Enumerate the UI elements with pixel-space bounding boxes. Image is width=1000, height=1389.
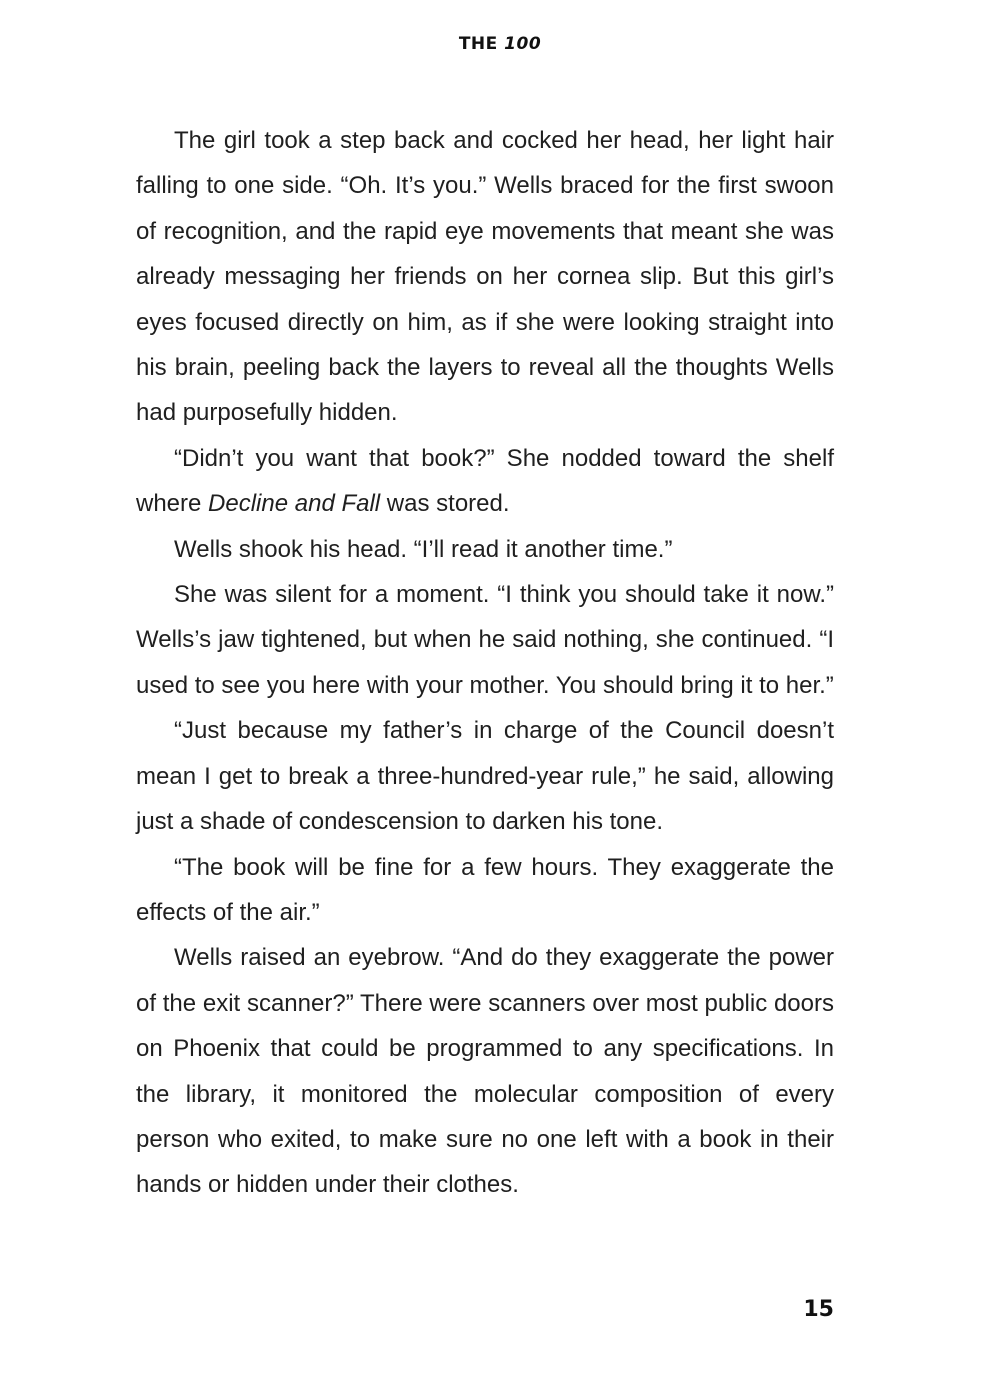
body-text bbox=[136, 118, 834, 1208]
paragraph-2-before: “Didn’t you want that book?” She nodded toward the shelf where bbox=[136, 444, 834, 518]
paragraph-3: Wells shook his head. “I’ll read it another time.” bbox=[174, 535, 673, 563]
running-head-number: 100 bbox=[504, 34, 542, 54]
book-title-italic: Decline and Fall bbox=[208, 490, 381, 518]
page-number: 15 bbox=[803, 1297, 834, 1322]
paragraph-4: She was silent for a moment. “I think you should take it now.” Wells’s jaw tightened, but when he said nothing, she continued. “I used to see you here with your mother. You should bring it to her.” bbox=[136, 581, 834, 699]
paragraph-2-after: was stored. bbox=[380, 490, 510, 518]
running-head-title: THE bbox=[458, 34, 498, 54]
paragraph-7: Wells raised an eyebrow. “And do they exaggerate the power of the exit scanner?” There were scanners over most public doors on Phoenix that could be programmed to any specifications. In the library, it monitored the molecular composition of every person who exited, to make sure no one left with a book in their hands or hidden under their clothes. bbox=[136, 944, 834, 1199]
paragraph-2 bbox=[136, 436, 834, 527]
running-head bbox=[0, 34, 1000, 54]
paragraph-5: “Just because my father’s in charge of the Council doesn’t mean I get to break a three-hundred-year rule,” he said, allowing just a shade of condescension to darken his tone. bbox=[136, 717, 834, 836]
paragraph-6: “The book will be fine for a few hours. They exaggerate the effects of the air.” bbox=[136, 853, 834, 926]
paragraph-1: The girl took a step back and cocked her head, her light hair falling to one side. “Oh. It’s you.” Wells braced for the first swoon of recognition, and the rapid eye movements that meant she was already messaging her friends on her cornea slip. But this girl’s eyes focused directly on him, as if she were looking straight into his brain, peeling back the layers to reveal all the thoughts Wells had purposefully hidden. bbox=[136, 127, 834, 427]
